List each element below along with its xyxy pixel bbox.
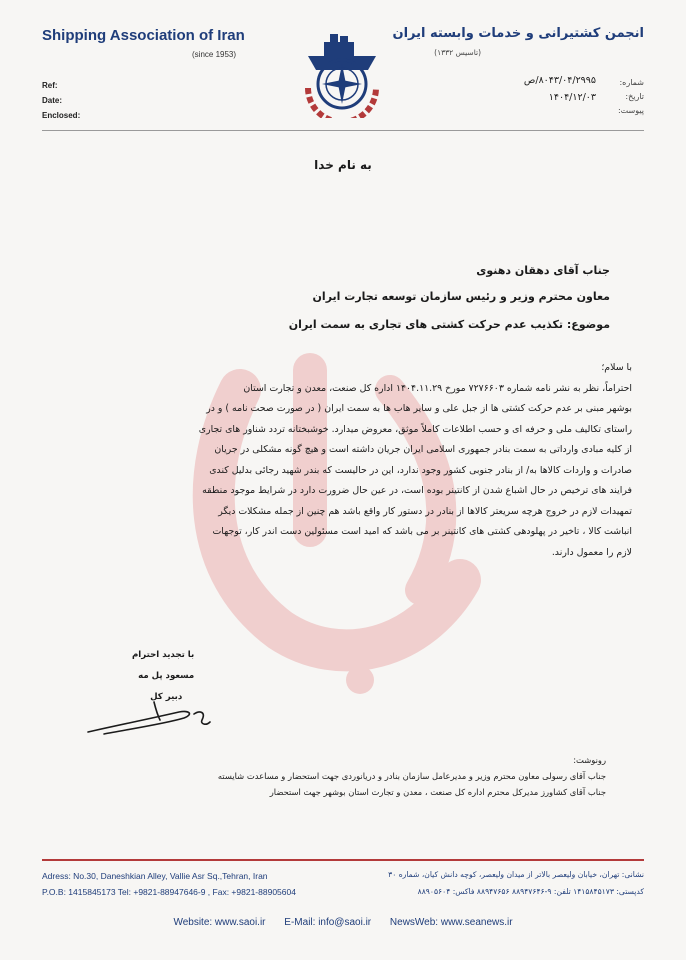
cc-item: جناب آقای کشاورز مدیرکل محترم اداره کل صنعت ، معدن و تجارت استان بوشهر جهت استحضار	[269, 787, 606, 797]
ship-compass-logo-icon	[294, 22, 390, 118]
letter-body	[70, 358, 632, 563]
body-line: بوشهر مبنی بر عدم حرکت کشتی ها از جبل علی و سایر هاب ها به سمت ایران ( در صورت صحت نامه ) و در	[206, 403, 632, 414]
addressee-name: جناب آقای دهقان دهنوی	[476, 264, 610, 277]
subject-line: موضوع: تکذیب عدم حرکت کشتی های تجاری به سمت ایران	[288, 318, 610, 331]
reference-labels-en	[42, 78, 80, 123]
footer-address-en: Adress: No.30, Daneshkian Alley, Vallie Asr Sq.,Tehran, Iran	[42, 871, 268, 881]
date-label-fa: تاریخ:	[625, 92, 644, 101]
addressee-title: معاون محترم وزیر و رئیس سازمان توسعه تجارت ایران	[312, 290, 610, 303]
reference-values	[524, 72, 596, 106]
bismillah-heading: به نام خدا	[314, 158, 372, 172]
footer-divider	[42, 859, 644, 861]
closing: با تجدید احترام	[132, 650, 195, 660]
footer-contact-fa	[388, 866, 644, 900]
body-line: از کلیه مبادی وارداتی به سمت بنادر جمهوری اسلامی ایران جریان داشته است و هیچ گونه مشکلی در جریان	[214, 444, 632, 455]
footer-address-fa: نشانی: تهران، خیابان ولیعصر بالاتر از میدان ولیعصر، کوچه دانش کیان، شماره ۳۰	[388, 870, 644, 879]
body-line: تمهیدات لازم در خروج هرچه سریعتر کالاها از بنادر در دستور کار واقع باشد هم چنین از جمله مشکلات دیگر	[218, 505, 632, 517]
association-name-fa: انجمن کشتیرانی و خدمات وابسته ایران	[392, 26, 644, 41]
email-link[interactable]: E-Mail: info@saoi.ir	[284, 917, 372, 928]
body-line: صادرات و واردات کالاها به/ از بنادر جنوبی کشور وجود ندارد، این در حالیست که بندر شهید رجائی بدلیل کندی	[209, 464, 632, 476]
association-name-en: Shipping Association of Iran	[42, 27, 245, 44]
header-divider	[42, 130, 644, 131]
body-line: لازم را معمول دارند.	[551, 546, 632, 558]
body-line: انباشت کالا ، تاخیر در پهلودهی کشتی های کانتینر بر می باشد که امید است مسئولین دست اندر کار، توجهات	[212, 526, 632, 537]
date-label-en: Date:	[42, 96, 63, 105]
newsweb-link[interactable]: NewsWeb: www.seanews.ir	[389, 917, 513, 928]
body-line: راستای تکالیف ملی و حرفه ای و حسب اطلاعات کاملاً موثق، معروض میدارد. خوشبختانه تردد شناور های تجاری	[198, 423, 632, 435]
enclosed-label-fa: پیوست:	[617, 106, 644, 115]
ref-label-fa: شماره:	[619, 78, 644, 87]
cc-label: رونوشت:	[573, 755, 606, 765]
since-en: (since 1953)	[192, 50, 237, 59]
website-link[interactable]: Website: www.saoi.ir	[173, 917, 266, 928]
signatory-position: دبیر کل	[150, 692, 183, 702]
reference-number: ۸۰۴۳/۰۴/۲۹۹۵/ص	[523, 75, 596, 86]
footer-phone-fa: کدپستی: ۱۴۱۵۸۴۵۱۷۳ تلفن: ۹-۸۸۹۴۷۶۴۶ ۸۸۹۴۷۶۵۶ فاکس: ۸۸۹۰۵۶۰۴	[417, 887, 644, 896]
ref-label-en: Ref:	[42, 81, 58, 90]
footer-phone-en: P.O.B: 1415845173 Tel: +9821-88947646-9 , Fax: +9821-88905604	[42, 887, 296, 897]
body-line: فرایند های ترخیص در حال اشباع شدن از کانتینر بوده است، در عین حال ضرورت دارد در شرایط موجود منطقه	[202, 485, 632, 496]
greeting: با سلام؛	[601, 362, 632, 373]
footer-web-links	[0, 917, 686, 928]
handwritten-signature-icon	[84, 690, 214, 740]
cc-item: جناب آقای رسولی معاون محترم وزیر و مدیرعامل سازمان بنادر و دریانوردی جهت استحضار و مساعدت شایسته	[217, 771, 606, 781]
footer-contact-en	[42, 868, 296, 900]
signatory-name: مسعود پل مه	[138, 671, 195, 681]
addressee-block	[313, 258, 610, 310]
reference-labels-fa	[618, 76, 644, 118]
cc-block	[218, 752, 606, 800]
letter-date: ۱۴۰۴/۱۲/۰۳	[548, 92, 596, 103]
enclosed-label-en: Enclosed:	[42, 111, 81, 120]
body-line: احتراماً، نظر به نشر نامه شماره ۷۲۷۶۶۰۳ مورخ ۱۴۰۴.۱۱.۲۹ اداره کل صنعت، معدن و تجارت استان	[243, 382, 632, 394]
since-fa: (تاسیس ۱۳۳۲)	[434, 48, 481, 57]
